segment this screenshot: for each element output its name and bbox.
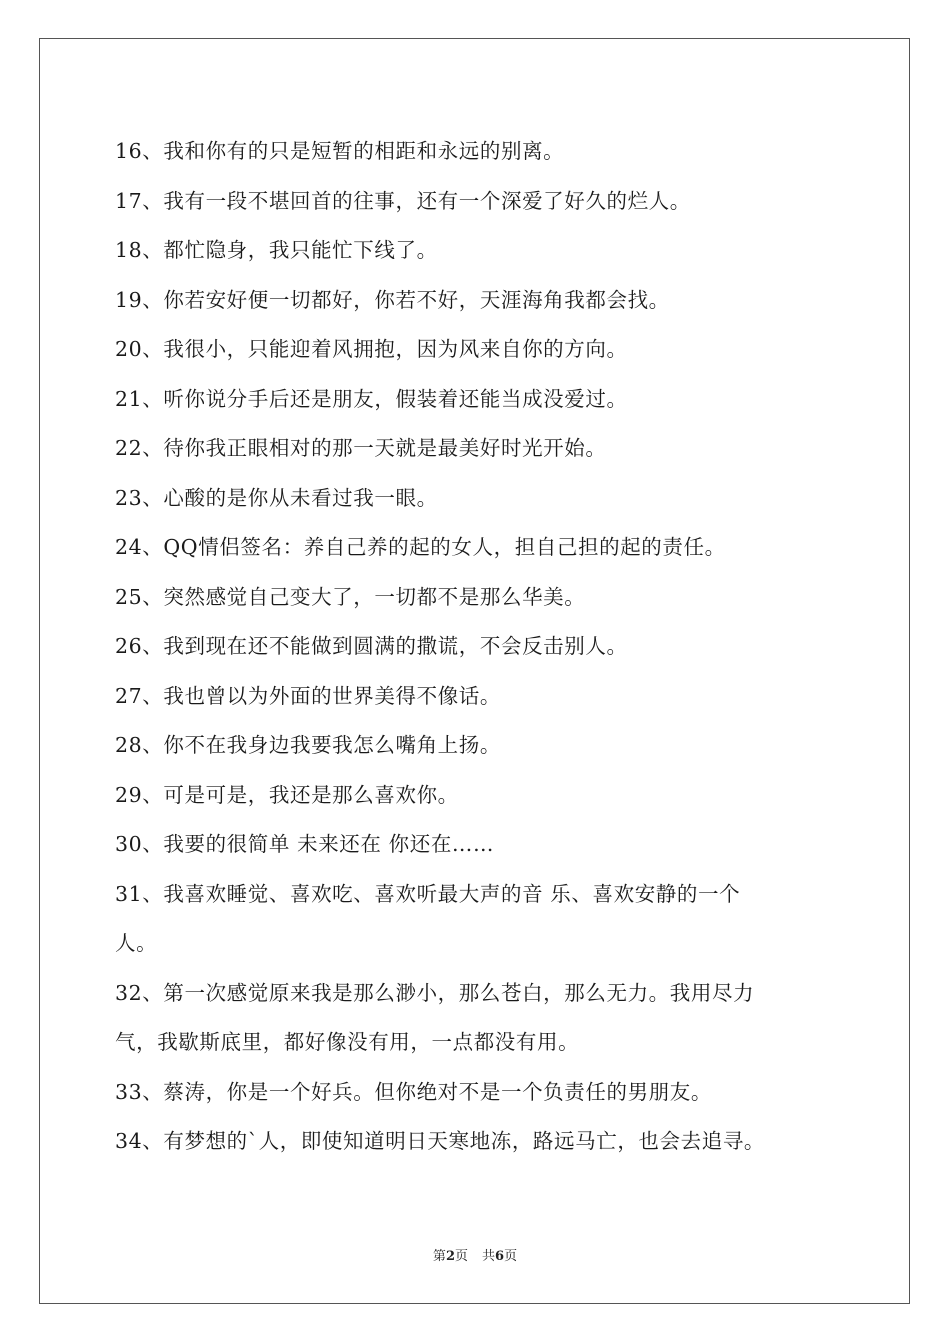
text-line: 33、蔡涛，你是一个好兵。但你绝对不是一个负责任的男朋友。 — [115, 1079, 712, 1104]
text-line: 24、QQ情侣签名：养自己养的起的女人，担自己担的起的责任。 — [115, 535, 726, 559]
text-line: 19、你若安好便一切都好，你若不好，天涯海角我都会找。 — [115, 287, 670, 312]
text-line: 26、我到现在还不能做到圆满的撒谎，不会反击别人。 — [115, 634, 628, 658]
text-line: 29、可是可是，我还是那么喜欢你。 — [115, 782, 459, 807]
text-line: 31、我喜欢睡觉、喜欢吃、喜欢听最大声的音 乐、喜欢安静的一个 — [115, 881, 741, 906]
text-line: 16、我和你有的只是短暂的相距和永远的别离。 — [115, 139, 565, 163]
text-line: 气，我歇斯底里，都好像没有用，一点都没有用。 — [115, 1030, 580, 1054]
text-line: 人。 — [115, 931, 158, 955]
text-line: 30、我要的很简单 未来还在 你还在…… — [115, 832, 495, 856]
total-pages — [482, 1245, 517, 1264]
page-suffix: 页 — [454, 1249, 468, 1264]
total-suffix: 页 — [504, 1249, 518, 1264]
text-line: 32、第一次感觉原来我是那么渺小，那么苍白，那么无力。我用尽力 — [115, 980, 755, 1005]
total-count: 6 — [495, 1249, 505, 1264]
text-line: 25、突然感觉自己变大了，一切都不是那么华美。 — [115, 584, 586, 609]
text-line: 23、心酸的是你从未看过我一眼。 — [115, 485, 438, 510]
text-line: 17、我有一段不堪回首的往事，还有一个深爱了好久的烂人。 — [115, 188, 691, 213]
total-prefix: 共 — [482, 1249, 496, 1264]
text-line: 18、都忙隐身，我只能忙下线了。 — [115, 238, 438, 262]
document-body — [115, 127, 845, 1167]
text-line: 27、我也曾以为外面的世界美得不像话。 — [115, 683, 501, 708]
current-page: 2 — [445, 1249, 455, 1264]
text-line: 20、我很小，只能迎着风拥抱，因为风来自你的方向。 — [115, 337, 628, 361]
page-prefix: 第 — [432, 1249, 446, 1264]
text-line: 34、有梦想的`人，即使知道明日天寒地冻，路远马亡，也会去追寻。 — [115, 1129, 766, 1153]
text-line: 22、待你我正眼相对的那一天就是最美好时光开始。 — [115, 436, 607, 460]
text-line: 21、听你说分手后还是朋友，假装着还能当成没爱过。 — [115, 386, 628, 411]
page-footer — [0, 1245, 950, 1264]
text-line: 28、你不在我身边我要我怎么嘴角上扬。 — [115, 733, 501, 757]
page-number — [433, 1245, 468, 1264]
